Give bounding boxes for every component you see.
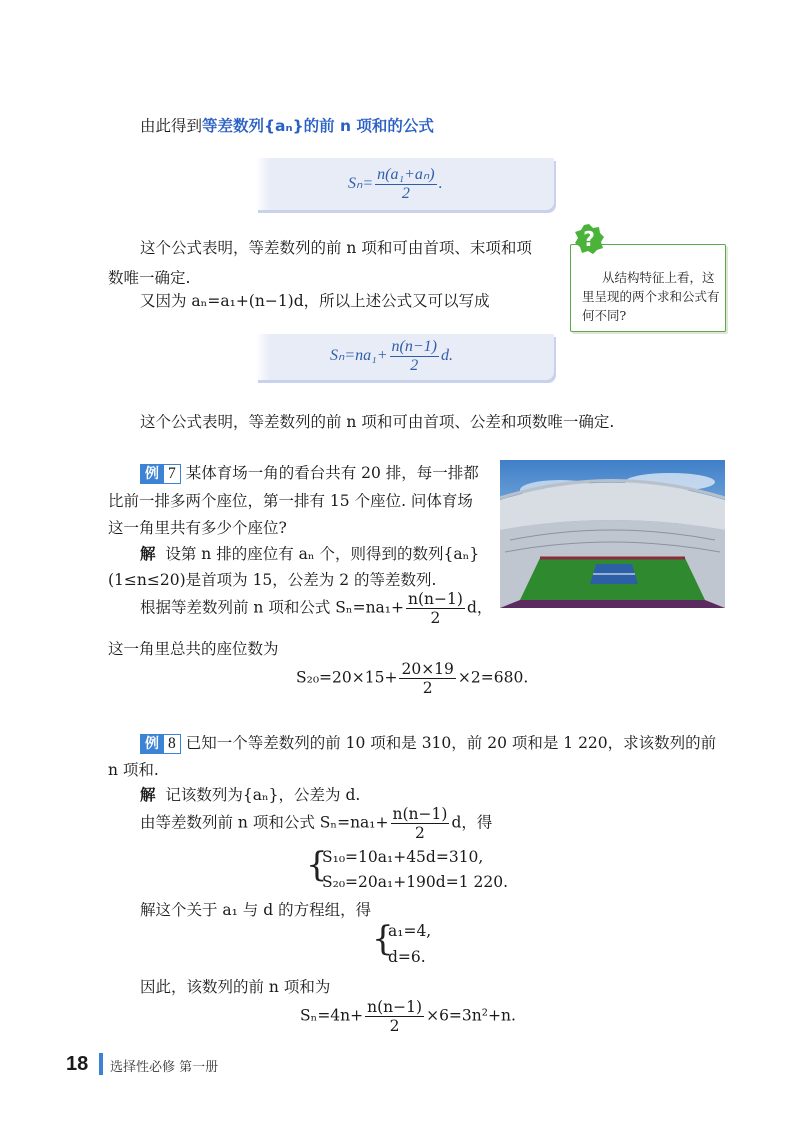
book-title: 选择性必修 第一册 bbox=[110, 1060, 219, 1075]
intro-highlight: 等差数列{aₙ}的前 n 项和的公式 bbox=[202, 117, 434, 135]
example8-tag: 例 bbox=[140, 734, 164, 754]
example8-solution-label: 解 bbox=[140, 786, 156, 804]
example7-line3: 这一角里共有多少个座位? bbox=[108, 519, 287, 537]
example8-result bbox=[300, 998, 516, 1035]
formula-2-lhs: Sₙ=na₁+ bbox=[330, 347, 388, 365]
example8-sol4: 因此，该数列的前 n 项和为 bbox=[140, 978, 331, 996]
example7-sol3 bbox=[140, 590, 492, 627]
example8-result-suffix: ×6=3n²+n. bbox=[426, 1006, 516, 1025]
system1-eq1: S₁₀=10a₁+45d=310, bbox=[322, 848, 484, 866]
example8-solution-text1: 记该数列为{aₙ}，公差为 d. bbox=[165, 786, 361, 804]
formula-1-tail: . bbox=[438, 175, 443, 193]
example8-sol2-denominator: 2 bbox=[415, 824, 425, 842]
system2-brace: { bbox=[372, 919, 394, 959]
example8-sol1 bbox=[140, 783, 360, 805]
formula-2 bbox=[330, 338, 453, 375]
example8-sol2-numerator: n(n−1) bbox=[392, 805, 448, 823]
example8-sol3: 解这个关于 a₁ 与 d 的方程组，得 bbox=[140, 901, 372, 919]
example7-result-prefix: S₂₀=20×15+ bbox=[296, 668, 398, 687]
example7-result-numerator: 20×19 bbox=[401, 660, 454, 678]
example7-sol3-prefix: 根据等差数列前 n 项和公式 Sₙ=na₁+ bbox=[140, 598, 405, 617]
example7-line2: 比前一排多两个座位，第一排有 15 个座位. 问体育场 bbox=[108, 492, 473, 510]
svg-text:?: ? bbox=[583, 227, 595, 251]
example7-text1: 某体育场一角的看台共有 20 排，每一排都 bbox=[185, 464, 479, 482]
para1-line2: 数唯一确定. bbox=[108, 269, 191, 287]
formula-1-denominator: 2 bbox=[401, 185, 410, 202]
example8-result-numerator: n(n−1) bbox=[367, 998, 423, 1016]
stadium-photo bbox=[500, 460, 725, 608]
example8-result-denominator: 2 bbox=[389, 1017, 400, 1035]
example7-result bbox=[296, 660, 528, 697]
formula-1-lhs: Sₙ= bbox=[348, 175, 374, 193]
example8-sol2 bbox=[140, 805, 492, 842]
example8-line1 bbox=[140, 731, 716, 754]
para2: 这个公式表明，等差数列的前 n 项和可由首项、公差和项数唯一确定. bbox=[140, 413, 615, 431]
example7-sol2: (1≤n≤20)是首项为 15，公差为 2 的等差数列. bbox=[108, 571, 437, 589]
para1-line1: 这个公式表明，等差数列的前 n 项和可由首项、末项和项 bbox=[140, 239, 532, 257]
para1-line3: 又因为 aₙ=a₁+(n−1)d，所以上述公式又可以写成 bbox=[140, 292, 490, 310]
sidenote-line3: 何不同? bbox=[582, 308, 627, 323]
system2-eq1: a₁=4, bbox=[388, 922, 432, 940]
example7-line1 bbox=[140, 461, 479, 484]
example7-solution-label: 解 bbox=[140, 545, 156, 563]
example7-sol3-suffix: d， bbox=[466, 598, 493, 617]
sidenote-line2: 里呈现的两个求和公式有 bbox=[582, 289, 720, 304]
example8-number: 8 bbox=[164, 734, 181, 754]
example8-text1: 已知一个等差数列的前 10 项和是 310，前 20 项和是 1 220，求该数列的前 bbox=[185, 734, 717, 752]
example8-result-prefix: Sₙ=4n+ bbox=[300, 1006, 364, 1025]
intro-line bbox=[140, 114, 434, 136]
example7-number: 7 bbox=[164, 464, 181, 484]
system2-eq2: d=6. bbox=[388, 948, 426, 966]
formula-2-tail: d. bbox=[440, 347, 453, 365]
example7-sol1 bbox=[140, 542, 479, 564]
example7-solution-text1: 设第 n 排的座位有 aₙ 个，则得到的数列{aₙ} bbox=[165, 545, 480, 563]
example7-sol4: 这一角里总共的座位数为 bbox=[108, 640, 279, 658]
system1-brace: { bbox=[306, 845, 328, 885]
example7-result-denominator: 2 bbox=[422, 679, 433, 697]
formula-2-numerator: n(n−1) bbox=[391, 338, 437, 355]
intro-prefix: 由此得到 bbox=[140, 117, 203, 135]
example8-sol2-prefix: 由等差数列前 n 项和公式 Sₙ=na₁+ bbox=[140, 813, 389, 832]
example7-sol3-numerator: n(n−1) bbox=[408, 590, 463, 608]
question-icon bbox=[572, 222, 606, 256]
example8-sol2-suffix: d，得 bbox=[451, 813, 493, 832]
example8-line2: n 项和. bbox=[108, 761, 159, 779]
footer-divider bbox=[99, 1053, 103, 1075]
formula-1 bbox=[348, 166, 443, 203]
system1-eq2: S₂₀=20a₁+190d=1 220. bbox=[322, 873, 508, 891]
page-number: 18 bbox=[66, 1053, 89, 1075]
sidenote-line1: 从结构特征上看，这 bbox=[602, 270, 715, 285]
example7-sol3-denominator: 2 bbox=[430, 609, 441, 627]
formula-1-numerator: n(a₁+aₙ) bbox=[377, 166, 435, 183]
formula-2-denominator: 2 bbox=[410, 357, 419, 374]
example7-tag: 例 bbox=[140, 464, 164, 484]
example7-result-suffix: ×2=680. bbox=[457, 668, 529, 687]
